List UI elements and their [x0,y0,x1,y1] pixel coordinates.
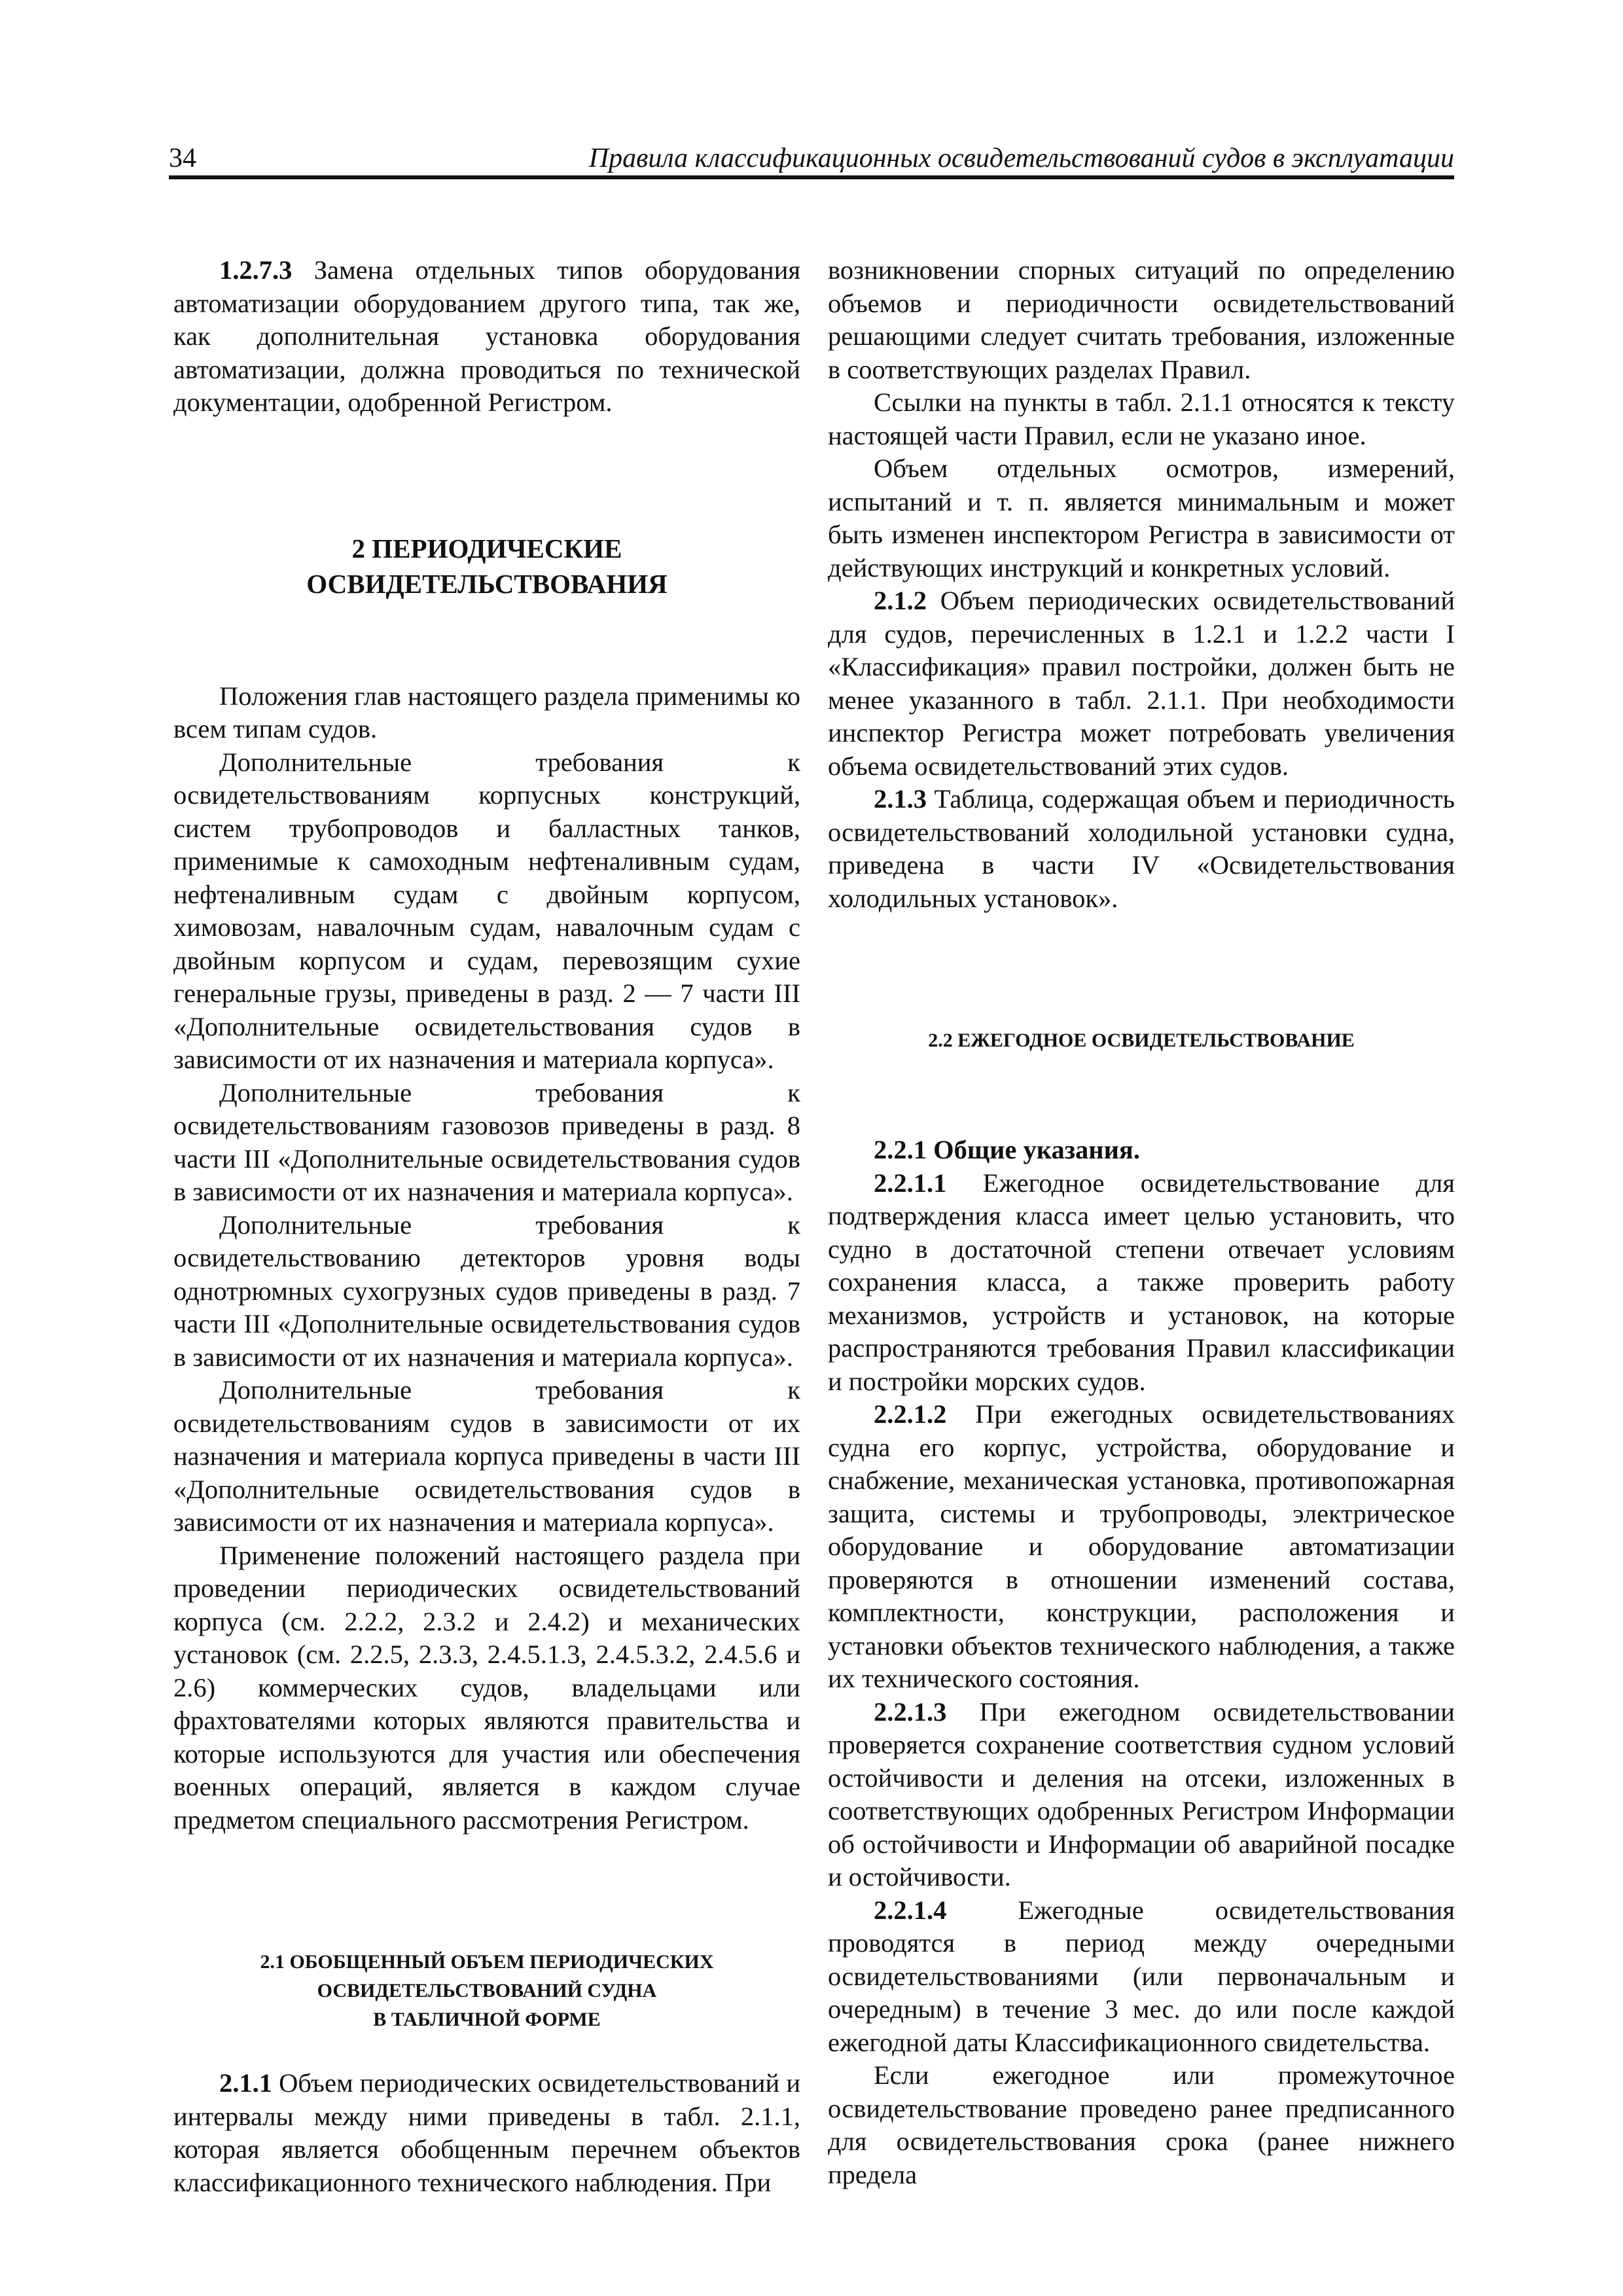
left-column [173,254,800,2199]
clause-number: 2.2.1.1 [874,1168,947,1198]
paragraph-1-2-7-3: 1.2.7.3 Замена отдельных типов оборудования автоматизации оборудованием другого типа, так же, как дополнительная установка оборудования автоматизации, должна проводиться по технической документации, одобренной Регистром. [173,255,800,417]
header-rule [169,175,1454,179]
paragraph-government-ships: Применение положений настоящего раздела при проведении периодических освидетельствований корпуса (см. 2.2.2, 2.3.2 и 2.4.2) и механических установок (см. 2.2.5, 2.3.3, 2.4.5.1.3, 2.4.5.3.2, 2.4.5.6 и 2.6) коммерческих судов, владельцами или фрахтователями которых являются правительства и которые используются для участия или обеспечения военных операций, является в каждом случае предметом специального рассмотрения Регистром. [173,1540,800,1835]
paragraph-scope: Положения глав настоящего раздела применимы ко всем типам судов. [173,681,800,744]
paragraph-2-2-1 [828,1134,1455,1167]
paragraph-additional-water-level: Дополнительные требования к освидетельствованию детекторов уровня воды однотрюмных сухогрузных судов приведены в разд. 7 части III «Дополнительные освидетельствования судов в зависимости от их назначения и материала корпуса». [173,1210,800,1372]
clause-number: 2.2.1.4 [874,1895,947,1925]
clause-number: 2.2.1.3 [874,1696,947,1727]
paragraph-table-references: Ссылки на пункты в табл. 2.1.1 относятся к тексту настоящей части Правил, если не указано иное. [828,387,1455,450]
page-number: 34 [169,143,196,173]
clause-number: 1.2.7.3 [219,255,293,285]
right-column [828,254,1455,2191]
section-2-title: 2 ПЕРИОДИЧЕСКИЕ ОСВИДЕТЕЛЬСТВОВАНИЯ [306,533,668,599]
paragraph-2-1-3: 2.1.3 Таблица, содержащая объем и периодичность освидетельствований холодильной установки судна, приведена в части IV «Освидетельствования холодильных установок». [828,784,1455,913]
clause-number: 2.1.3 [874,784,927,814]
subsection-2-2-title: 2.2 ЕЖЕГОДНОЕ ОСВИДЕТЕЛЬСТВОВАНИЕ [928,1030,1355,1051]
paragraph-2-2-1-3: 2.2.1.3 При ежегодном освидетельствовании проверяется сохранение соответствия судном условий остойчивости и деления на отсеки, изложенных в соответствующих одобренных Регистром Информации об остойчивости и Информации об аварийной посадке и остойчивости. [828,1696,1455,1892]
paragraph-2-1-1-continued: возникновении спорных ситуаций по определению объемов и периодичности освидетельствований решающими следует считать требования, изложенные в соответствующих разделах Правил. [828,255,1455,384]
paragraph-2-1-2: 2.1.2 Объем периодических освидетельствований для судов, перечисленных в 1.2.1 и 1.2.2 части I «Классификация» правил постройки, должен быть не менее указанного в табл. 2.1.1. При необходимости инспектор Регистра может потребовать увеличения объема освидетельствований этих судов. [828,586,1455,781]
paragraph-2-1-1: 2.1.1 Объем периодических освидетельствований и интервалы между ними приведены в табл. 2.1.1, которая является обобщенным перечнем объектов классификационного технического наблюдения. При [173,2068,800,2197]
clause-number: 2.1.1 [219,2068,272,2098]
clause-number: 2.1.2 [874,586,927,615]
paragraph-2-2-1-4: 2.2.1.4 Ежегодные освидетельствования проводятся в период между очередными освидетельствованиями (или первоначальным и очередным) в течение 3 мес. до или после каждой ежегодной даты Классификационного свидетельства. [828,1895,1455,2057]
clause-number: 2.2.1.2 [874,1399,947,1429]
running-title: Правила классификационных освидетельствований судов в эксплуатации [588,143,1454,173]
paragraph-2-2-1-2: 2.2.1.2 При ежегодных освидетельствованиях судна его корпус, устройства, оборудование и снабжение, механическая установка, противопожарная защита, системы и трубопроводы, электрическое оборудование и оборудование автоматизации проверяются в отношении изменений состава, комплектности, конструкции, расположения и установки объектов технического наблюдения, а также их технического состояния. [828,1399,1455,1693]
paragraph-additional-gas-carriers: Дополнительные требования к освидетельствованиям газовозов приведены в разд. 8 части III «Дополнительные освидетельствования судов в зависимости от их назначения и материала корпуса». [173,1077,800,1206]
paragraph-additional-hull: Дополнительные требования к освидетельствованиям корпусных конструкций, систем трубопроводов и балластных танков, применимые к самоходным нефтеналивным судам, нефтеналивным судам с двойным корпусом, химовозам, навалочным судам, навалочным судам с двойным корпусом и судам, перевозящим сухие генеральные грузы, приведены в разд. 2 — 7 части III «Дополнительные освидетельствования судов в зависимости от их назначения и материала корпуса». [173,747,800,1074]
subsection-2-1-title: 2.1 ОБОБЩЕННЫЙ ОБЪЕМ ПЕРИОДИЧЕСКИХ ОСВИДЕТЕЛЬСТВОВАНИЙ СУДНА В ТАБЛИЧНОЙ ФОРМЕ [260,1951,714,2030]
paragraph-additional-purpose: Дополнительные требования к освидетельствованиям судов в зависимости от их назначения и материала корпуса приведены в части III «Дополнительные освидетельствования судов в зависимости от их назначения и материала корпуса». [173,1375,800,1537]
paragraph-early-survey: Если ежегодное или промежуточное освидетельствование проведено ранее предписанного для освидетельствования срока (ранее нижнего предела [828,2060,1455,2189]
paragraph-2-2-1-1: 2.2.1.1 Ежегодное освидетельствование для подтверждения класса имеет целью установить, что судно в достаточной степени отвечает условиям сохранения класса, а также проверить работу механизмов, устройств и установок, на которые распространяются требования Правил классификации и постройки морских судов. [828,1168,1455,1396]
paragraph-minimum-scope: Объем отдельных осмотров, измерений, испытаний и т. п. является минимальным и может быть изменен инспектором Регистра в зависимости от действующих инструкций и конкретных условий. [828,454,1455,583]
clause-heading: 2.2.1 Общие указания. [874,1135,1140,1164]
